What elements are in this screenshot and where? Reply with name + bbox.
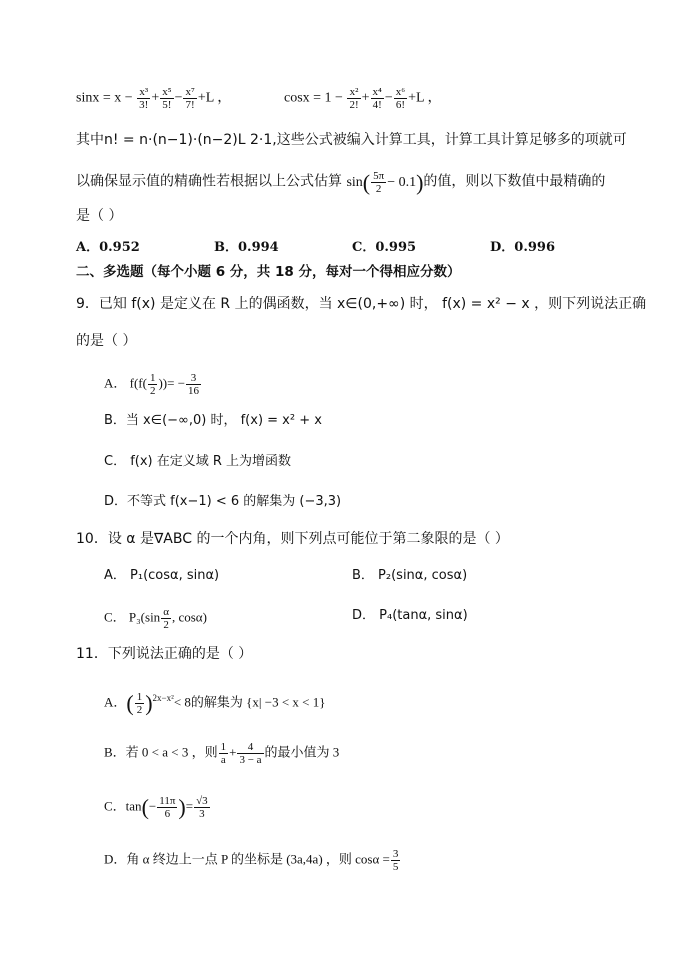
q11-option-c: C．tan(− $\frac{11\pi}{6}$ )= $\frac{√3}{3}$ — [104, 794, 208, 820]
q9-option-b: B．当 x∈(−∞,0) 时， f(x) = x² + x — [104, 413, 322, 428]
q10-option-a: A． P₁(cosα, sinα) — [104, 568, 220, 583]
cos-frac-3: $\frac{\text{x⁶}}{6!}$ — [395, 86, 406, 111]
sin-tail: +L ， — [197, 90, 232, 106]
q10-option-c: C． P₃(sin $\frac{\alpha}{2}$ , cosα) — [104, 606, 207, 631]
intro-frac: $\frac{5\pi}{2}$ — [373, 170, 385, 195]
intro-line-2: 以确保显示值的精确性若根据以上公式估算 sin( $\frac{5\pi}{2}$ − 0.1)的值，则以下数值中最精确的 — [76, 169, 606, 195]
cos-taylor-formula: cosx = 1 − $\frac{\text{x²}}{2!}$ + $\frac{\text{x⁴}}{4!}$ − $\frac{\text{x⁶}}{6!}$ +L ， — [284, 86, 442, 111]
q11-option-b: B．若 0 < a < 3 ，则 $\frac{1}{a}$ + $\frac{4}{3 - a}$ 的最小值为 3 — [104, 741, 340, 766]
cos-tail: +L ， — [408, 90, 442, 106]
cos-frac-2: $\frac{\text{x⁴}}{4!}$ — [372, 86, 382, 111]
q9-option-c: C． f(x) 在定义域 R 上为增函数 — [104, 454, 292, 469]
q10-option-b: B． P₂(sinα, cosα) — [352, 568, 468, 583]
q8-option-b: B．0.994 — [214, 240, 279, 255]
q10-stem: 10．设 α 是∇ABC 的一个内角，则下列点可能位于第二象限的是（ ） — [76, 531, 509, 547]
q9-option-a: A． f(f( $\frac{1}{2}$ ))= − $\frac{3}{16}$ — [104, 372, 200, 397]
q11-stem: 11．下列说法正确的是（ ） — [76, 646, 253, 662]
sin-frac-1: $\frac{\text{x³}}{3!}$ — [139, 86, 149, 111]
q9-stem-line-2: 的是（ ） — [76, 333, 137, 349]
q9-stem-line-1: 9．已知 f(x) 是定义在 R 上的偶函数，当 x∈(0,+∞) 时， f(x) = x² − x ，则下列说法正确 — [76, 296, 647, 312]
cos-frac-1: $\frac{\text{x²}}{2!}$ — [349, 86, 359, 111]
sin-frac-3: $\frac{\text{x⁷}}{7!}$ — [185, 86, 195, 111]
sin-label: sinx = x − — [76, 90, 133, 106]
q8-option-c: C．0.995 — [352, 240, 417, 255]
sin-taylor-formula: sinx = x − $\frac{\text{x³}}{3!}$ + $\frac{\text{x⁵}}{5!}$ − $\frac{\text{x⁷}}{7!}$ +L ， — [76, 86, 232, 111]
q9-option-d: D．不等式 f(x−1) < 6 的解集为 (−3,3) — [104, 494, 342, 509]
q10-option-d: D． P₄(tanα, sinα) — [352, 608, 468, 623]
q8-option-d: D．0.996 — [490, 240, 555, 255]
q11-option-d: D．角 α 终边上一点 P 的坐标是 (3a,4a) ，则 cosα = $\frac{3}{5}$ — [104, 848, 399, 873]
cos-label: cosx = 1 − — [284, 90, 343, 106]
q11-option-a: A．( $\frac{1}{2}$ )$^{2x-x^2}$< 8的解集为 {x| −3 < x < 1} — [104, 690, 326, 716]
intro-line-3: 是（ ） — [76, 208, 123, 224]
section-heading-multiple-choice: 二、多选题（每个小题 6 分，共 18 分，每对一个得相应分数） — [76, 264, 461, 280]
sin-frac-2: $\frac{\text{x⁵}}{5!}$ — [162, 86, 172, 111]
q8-option-a: A．0.952 — [76, 240, 140, 255]
intro-line-1: 其中n! = n·(n−1)·(n−2)L 2·1,这些公式被编入计算工具，计算工具计算足够多的项就可 — [76, 132, 627, 148]
